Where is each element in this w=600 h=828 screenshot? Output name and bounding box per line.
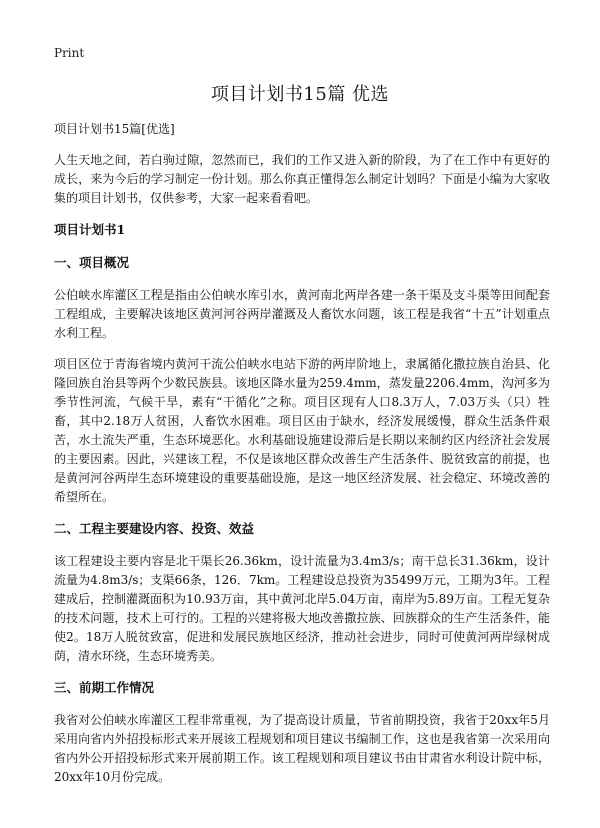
print-link[interactable]: Print: [54, 46, 85, 60]
overview-paragraph-2: 项目区位于青海省境内黄河干流公伯峡水电站下游的两岸阶地上，隶属循化撒拉族自治县、化隆回族自治县等两个少数民族县。该地区降水量为259.4mm，蒸发量2206.4mm，沟河多为季节性河流，气候干旱，素有“干循化”之称。项目区现有人口8.3万人，7.03万头（只）牲畜，其中2.18万人贫困，人畜饮水困难。项目区由于缺水，经济发展缓慢，群众生活条件艰苦，水土流失严重，生态环境恶化。水利基础设施建设滞后是长期以来制约区内经济社会发展的主要因素。因此，兴建该工程，不仅是该地区群众改善生产生活条件、脱贫致富的前提，也是黄河河谷两岸生态环境建设的重要基础设施，是这一地区经济发展、社会稳定、环境改善的希望所在。: [54, 357, 550, 504]
overview-paragraph-1: 公伯峡水库灌区工程是指由公伯峡水库引水，黄河南北两岸各建一条干渠及支斗渠等田间配套工程组成，主要解决该地区黄河河谷两岸灌溉及人畜饮水问题，该工程是我省“十五”计划重点水利工程。: [54, 288, 550, 340]
section-heading-overview: 一、项目概况: [54, 255, 130, 270]
section-heading-preliminary: 三、前期工作情况: [54, 680, 155, 695]
document-body: [54, 120, 550, 799]
preliminary-paragraph: 我省对公伯峡水库灌区工程非常重视，为了提高设计质量，节省前期投资，我省于20xx年5月采用向省内外招投标形式来开展该工程规划和项目建议书编制工作，这也是我省第一次采用向省内外公开招投标形式来开展前期工作。该工程规划和项目建议书由甘肃省水利设计院中标，20xx年10月份完成。: [54, 713, 550, 784]
construction-paragraph: 该工程建设主要内容是北干渠长26.36km，设计流量为3.4m3/s；南干总长31.36km，设计流量为4.8m3/s；支渠66条，126．7km。工程建设总投资为35499万元，工期为3年。工程建成后，控制灌溉面积为10.93万亩，其中黄河北岸5.04万亩，南岸为5.89万亩。工程无复杂的技术问题，技术上可行的。工程的兴建将极大地改善撒拉族、回族群众的生产生活条件，能使2。18万人脱贫致富，促进和发展民族地区经济，推动社会进步，同时可使黄河两岸绿树成荫，清水环绕，生态环境秀美。: [54, 554, 550, 663]
page-title: 项目计划书15篇 优选: [210, 84, 390, 105]
intro-paragraph: 人生天地之间，若白驹过隙，忽然而已，我们的工作又进入新的阶段，为了在工作中有更好的成长，来为今后的学习制定一份计划。那么你真正懂得怎么制定计划吗？下面是小编为大家收集的项目计划书，仅供参考，大家一起来看看吧。: [54, 153, 550, 205]
section-heading-construction: 二、工程主要建设内容、投资、效益: [54, 521, 255, 536]
document-subtitle: 项目计划书15篇[优选]: [54, 122, 175, 136]
plan-heading: 项目计划书1: [54, 222, 126, 237]
